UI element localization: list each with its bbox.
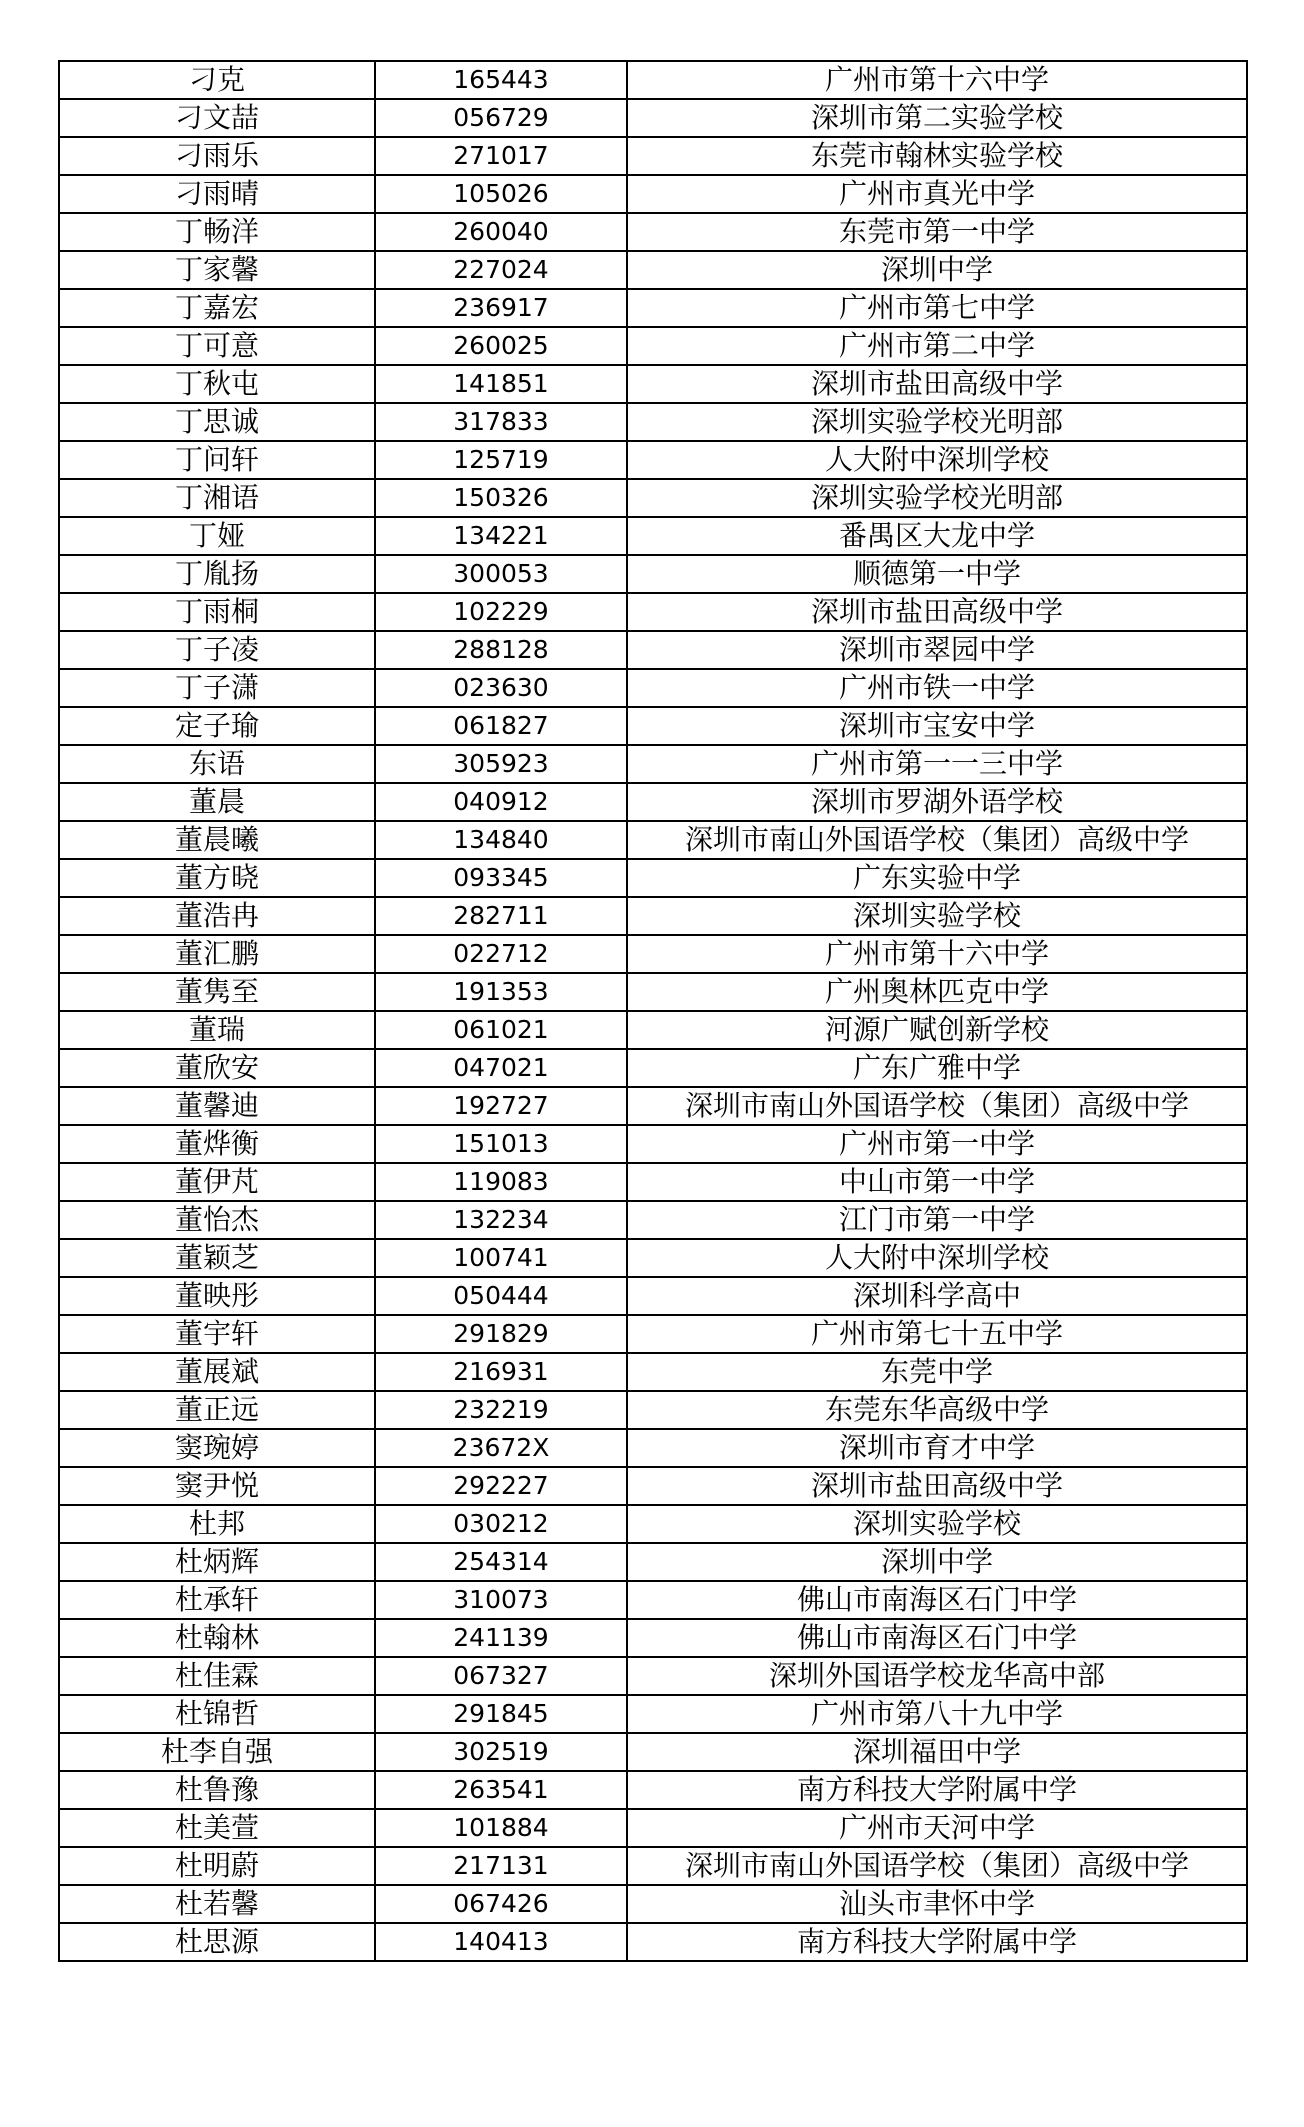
student-name-cell: 刁克 <box>59 61 375 99</box>
table-row <box>59 1087 1247 1125</box>
table-row <box>59 707 1247 745</box>
student-name-cell: 董馨迪 <box>59 1087 375 1125</box>
school-name-cell: 广州市第二中学 <box>627 327 1247 365</box>
school-name-cell: 南方科技大学附属中学 <box>627 1923 1247 1961</box>
student-name-cell: 刁文喆 <box>59 99 375 137</box>
table-row <box>59 441 1247 479</box>
student-name-cell: 董欣安 <box>59 1049 375 1087</box>
student-id-cell: 282711 <box>375 897 627 935</box>
student-name-cell: 董伊芃 <box>59 1163 375 1201</box>
student-id-cell: 300053 <box>375 555 627 593</box>
student-name-cell: 丁子潇 <box>59 669 375 707</box>
student-name-cell: 董隽至 <box>59 973 375 1011</box>
school-name-cell: 广东实验中学 <box>627 859 1247 897</box>
school-name-cell: 深圳市第二实验学校 <box>627 99 1247 137</box>
student-id-cell: 291845 <box>375 1695 627 1733</box>
student-id-cell: 101884 <box>375 1809 627 1847</box>
student-name-cell: 丁畅洋 <box>59 213 375 251</box>
student-roster-table <box>58 60 1248 1962</box>
student-name-cell: 丁雨桐 <box>59 593 375 631</box>
student-name-cell: 丁子凌 <box>59 631 375 669</box>
student-id-cell: 192727 <box>375 1087 627 1125</box>
school-name-cell: 广州市第十六中学 <box>627 935 1247 973</box>
student-name-cell: 杜锦哲 <box>59 1695 375 1733</box>
school-name-cell: 深圳市育才中学 <box>627 1429 1247 1467</box>
student-name-cell: 刁雨乐 <box>59 137 375 175</box>
school-name-cell: 番禺区大龙中学 <box>627 517 1247 555</box>
student-id-cell: 067327 <box>375 1657 627 1695</box>
school-name-cell: 深圳市罗湖外语学校 <box>627 783 1247 821</box>
table-row <box>59 1163 1247 1201</box>
student-name-cell: 杜若馨 <box>59 1885 375 1923</box>
student-id-cell: 232219 <box>375 1391 627 1429</box>
school-name-cell: 深圳市盐田高级中学 <box>627 593 1247 631</box>
student-name-cell: 丁湘语 <box>59 479 375 517</box>
table-row <box>59 1543 1247 1581</box>
school-name-cell: 深圳市宝安中学 <box>627 707 1247 745</box>
school-name-cell: 深圳中学 <box>627 251 1247 289</box>
table-row <box>59 1125 1247 1163</box>
school-name-cell: 汕头市聿怀中学 <box>627 1885 1247 1923</box>
school-name-cell: 深圳实验学校 <box>627 897 1247 935</box>
table-row <box>59 403 1247 441</box>
student-id-cell: 150326 <box>375 479 627 517</box>
student-name-cell: 杜明蔚 <box>59 1847 375 1885</box>
school-name-cell: 东莞市翰林实验学校 <box>627 137 1247 175</box>
student-id-cell: 030212 <box>375 1505 627 1543</box>
school-name-cell: 江门市第一中学 <box>627 1201 1247 1239</box>
student-name-cell: 杜翰林 <box>59 1619 375 1657</box>
student-id-cell: 141851 <box>375 365 627 403</box>
student-name-cell: 董方晓 <box>59 859 375 897</box>
student-id-cell: 134840 <box>375 821 627 859</box>
student-id-cell: 132234 <box>375 1201 627 1239</box>
student-name-cell: 董烨衡 <box>59 1125 375 1163</box>
table-row <box>59 175 1247 213</box>
student-name-cell: 丁娅 <box>59 517 375 555</box>
student-name-cell: 丁秋屯 <box>59 365 375 403</box>
student-name-cell: 董怡杰 <box>59 1201 375 1239</box>
student-name-cell: 杜承轩 <box>59 1581 375 1619</box>
school-name-cell: 顺德第一中学 <box>627 555 1247 593</box>
table-row <box>59 213 1247 251</box>
student-name-cell: 窦琬婷 <box>59 1429 375 1467</box>
school-name-cell: 广州市第七中学 <box>627 289 1247 327</box>
school-name-cell: 广州市第八十九中学 <box>627 1695 1247 1733</box>
student-id-cell: 022712 <box>375 935 627 973</box>
table-row <box>59 1923 1247 1961</box>
school-name-cell: 广州市铁一中学 <box>627 669 1247 707</box>
table-row <box>59 555 1247 593</box>
student-id-cell: 23672X <box>375 1429 627 1467</box>
school-name-cell: 中山市第一中学 <box>627 1163 1247 1201</box>
table-row <box>59 479 1247 517</box>
student-id-cell: 260025 <box>375 327 627 365</box>
table-row <box>59 327 1247 365</box>
school-name-cell: 深圳实验学校 <box>627 1505 1247 1543</box>
table-row <box>59 1467 1247 1505</box>
student-name-cell: 杜鲁豫 <box>59 1771 375 1809</box>
table-row <box>59 897 1247 935</box>
student-id-cell: 105026 <box>375 175 627 213</box>
school-name-cell: 人大附中深圳学校 <box>627 441 1247 479</box>
table-row <box>59 517 1247 555</box>
student-id-cell: 061021 <box>375 1011 627 1049</box>
student-id-cell: 236917 <box>375 289 627 327</box>
table-row <box>59 1581 1247 1619</box>
table-row <box>59 365 1247 403</box>
student-name-cell: 杜炳辉 <box>59 1543 375 1581</box>
student-name-cell: 窦尹悦 <box>59 1467 375 1505</box>
table-row <box>59 1619 1247 1657</box>
table-row <box>59 1771 1247 1809</box>
school-name-cell: 广州市真光中学 <box>627 175 1247 213</box>
table-row <box>59 1505 1247 1543</box>
school-name-cell: 深圳市南山外国语学校（集团）高级中学 <box>627 1847 1247 1885</box>
table-row <box>59 137 1247 175</box>
table-row <box>59 1011 1247 1049</box>
school-name-cell: 东莞中学 <box>627 1353 1247 1391</box>
student-name-cell: 杜邦 <box>59 1505 375 1543</box>
table-row <box>59 1201 1247 1239</box>
school-name-cell: 深圳实验学校光明部 <box>627 479 1247 517</box>
school-name-cell: 深圳市南山外国语学校（集团）高级中学 <box>627 1087 1247 1125</box>
student-id-cell: 292227 <box>375 1467 627 1505</box>
student-id-cell: 040912 <box>375 783 627 821</box>
table-row <box>59 61 1247 99</box>
table-row <box>59 1885 1247 1923</box>
school-name-cell: 佛山市南海区石门中学 <box>627 1619 1247 1657</box>
student-id-cell: 125719 <box>375 441 627 479</box>
table-row <box>59 593 1247 631</box>
school-name-cell: 深圳市盐田高级中学 <box>627 1467 1247 1505</box>
school-name-cell: 广州市第一一三中学 <box>627 745 1247 783</box>
table-row <box>59 1657 1247 1695</box>
school-name-cell: 广州市第十六中学 <box>627 61 1247 99</box>
roster-table-body <box>59 61 1247 1961</box>
student-id-cell: 217131 <box>375 1847 627 1885</box>
student-id-cell: 241139 <box>375 1619 627 1657</box>
table-row <box>59 1809 1247 1847</box>
table-row <box>59 935 1247 973</box>
student-id-cell: 061827 <box>375 707 627 745</box>
student-id-cell: 310073 <box>375 1581 627 1619</box>
student-name-cell: 董颖芝 <box>59 1239 375 1277</box>
student-id-cell: 263541 <box>375 1771 627 1809</box>
school-name-cell: 人大附中深圳学校 <box>627 1239 1247 1277</box>
school-name-cell: 河源广赋创新学校 <box>627 1011 1247 1049</box>
student-id-cell: 317833 <box>375 403 627 441</box>
school-name-cell: 广州市天河中学 <box>627 1809 1247 1847</box>
student-id-cell: 288128 <box>375 631 627 669</box>
student-id-cell: 047021 <box>375 1049 627 1087</box>
student-name-cell: 丁家馨 <box>59 251 375 289</box>
student-name-cell: 定子瑜 <box>59 707 375 745</box>
school-name-cell: 东莞东华高级中学 <box>627 1391 1247 1429</box>
table-row <box>59 1847 1247 1885</box>
school-name-cell: 深圳外国语学校龙华高中部 <box>627 1657 1247 1695</box>
table-row <box>59 1049 1247 1087</box>
student-name-cell: 董映彤 <box>59 1277 375 1315</box>
student-id-cell: 216931 <box>375 1353 627 1391</box>
student-id-cell: 302519 <box>375 1733 627 1771</box>
school-name-cell: 广州奥林匹克中学 <box>627 973 1247 1011</box>
student-name-cell: 刁雨晴 <box>59 175 375 213</box>
table-row <box>59 859 1247 897</box>
table-row <box>59 1733 1247 1771</box>
table-row <box>59 251 1247 289</box>
student-name-cell: 丁问轩 <box>59 441 375 479</box>
student-id-cell: 305923 <box>375 745 627 783</box>
student-id-cell: 227024 <box>375 251 627 289</box>
school-name-cell: 深圳科学高中 <box>627 1277 1247 1315</box>
student-name-cell: 丁胤扬 <box>59 555 375 593</box>
student-id-cell: 056729 <box>375 99 627 137</box>
student-name-cell: 东语 <box>59 745 375 783</box>
table-row <box>59 289 1247 327</box>
student-id-cell: 023630 <box>375 669 627 707</box>
student-id-cell: 151013 <box>375 1125 627 1163</box>
student-id-cell: 165443 <box>375 61 627 99</box>
student-name-cell: 董晨 <box>59 783 375 821</box>
student-name-cell: 董正远 <box>59 1391 375 1429</box>
student-name-cell: 丁思诚 <box>59 403 375 441</box>
school-name-cell: 广东广雅中学 <box>627 1049 1247 1087</box>
student-id-cell: 050444 <box>375 1277 627 1315</box>
table-row <box>59 783 1247 821</box>
school-name-cell: 深圳福田中学 <box>627 1733 1247 1771</box>
student-id-cell: 093345 <box>375 859 627 897</box>
school-name-cell: 深圳市翠园中学 <box>627 631 1247 669</box>
student-id-cell: 191353 <box>375 973 627 1011</box>
student-id-cell: 067426 <box>375 1885 627 1923</box>
student-id-cell: 102229 <box>375 593 627 631</box>
table-row <box>59 99 1247 137</box>
student-id-cell: 134221 <box>375 517 627 555</box>
student-id-cell: 291829 <box>375 1315 627 1353</box>
school-name-cell: 广州市第七十五中学 <box>627 1315 1247 1353</box>
table-row <box>59 973 1247 1011</box>
student-name-cell: 董宇轩 <box>59 1315 375 1353</box>
student-name-cell: 杜思源 <box>59 1923 375 1961</box>
student-id-cell: 260040 <box>375 213 627 251</box>
table-row <box>59 669 1247 707</box>
table-row <box>59 631 1247 669</box>
student-name-cell: 董浩冉 <box>59 897 375 935</box>
student-name-cell: 丁可意 <box>59 327 375 365</box>
school-name-cell: 深圳中学 <box>627 1543 1247 1581</box>
student-name-cell: 董瑞 <box>59 1011 375 1049</box>
student-name-cell: 董展斌 <box>59 1353 375 1391</box>
student-id-cell: 140413 <box>375 1923 627 1961</box>
table-row <box>59 1391 1247 1429</box>
school-name-cell: 南方科技大学附属中学 <box>627 1771 1247 1809</box>
student-name-cell: 杜李自强 <box>59 1733 375 1771</box>
school-name-cell: 深圳市盐田高级中学 <box>627 365 1247 403</box>
school-name-cell: 深圳市南山外国语学校（集团）高级中学 <box>627 821 1247 859</box>
table-row <box>59 1239 1247 1277</box>
student-id-cell: 100741 <box>375 1239 627 1277</box>
school-name-cell: 广州市第一中学 <box>627 1125 1247 1163</box>
student-name-cell: 杜佳霖 <box>59 1657 375 1695</box>
table-row <box>59 1277 1247 1315</box>
student-name-cell: 杜美萱 <box>59 1809 375 1847</box>
table-row <box>59 1695 1247 1733</box>
student-name-cell: 董汇鹏 <box>59 935 375 973</box>
table-row <box>59 745 1247 783</box>
school-name-cell: 东莞市第一中学 <box>627 213 1247 251</box>
table-row <box>59 1429 1247 1467</box>
student-name-cell: 丁嘉宏 <box>59 289 375 327</box>
student-id-cell: 254314 <box>375 1543 627 1581</box>
table-row <box>59 821 1247 859</box>
school-name-cell: 深圳实验学校光明部 <box>627 403 1247 441</box>
student-id-cell: 271017 <box>375 137 627 175</box>
school-name-cell: 佛山市南海区石门中学 <box>627 1581 1247 1619</box>
student-id-cell: 119083 <box>375 1163 627 1201</box>
table-row <box>59 1353 1247 1391</box>
table-row <box>59 1315 1247 1353</box>
student-name-cell: 董晨曦 <box>59 821 375 859</box>
